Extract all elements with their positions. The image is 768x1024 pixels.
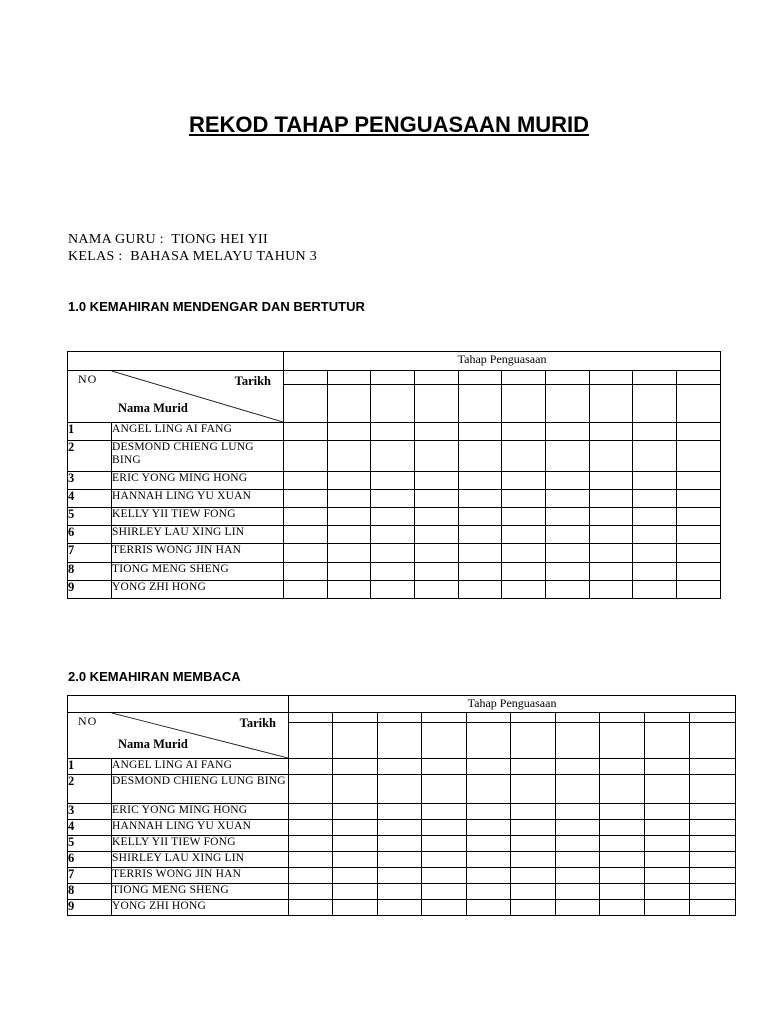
date-cell[interactable] bbox=[378, 713, 422, 723]
mastery-cell[interactable] bbox=[546, 423, 590, 441]
mastery-cell[interactable] bbox=[511, 820, 556, 836]
mastery-cell[interactable] bbox=[422, 775, 467, 804]
mastery-cell[interactable] bbox=[422, 836, 467, 852]
mastery-cell[interactable] bbox=[328, 441, 371, 472]
date-cell[interactable] bbox=[333, 713, 378, 723]
mastery-cell[interactable] bbox=[677, 544, 721, 563]
table-row bbox=[68, 508, 721, 526]
date-cell[interactable] bbox=[690, 713, 736, 723]
mastery-cell[interactable] bbox=[590, 526, 633, 544]
mastery-cell[interactable] bbox=[333, 900, 378, 916]
mastery-cell[interactable] bbox=[422, 759, 467, 775]
mastery-cell[interactable] bbox=[415, 441, 459, 472]
level-cell[interactable] bbox=[371, 385, 415, 423]
mastery-cell[interactable] bbox=[677, 490, 721, 508]
table-row bbox=[68, 759, 736, 775]
mastery-cell[interactable] bbox=[677, 423, 721, 441]
student-name: TIONG MENG SHENG bbox=[112, 884, 289, 900]
student-name: SHIRLEY LAU XING LIN bbox=[112, 852, 289, 868]
mastery-cell[interactable] bbox=[289, 900, 333, 916]
mastery-cell[interactable] bbox=[600, 868, 645, 884]
date-cell[interactable] bbox=[511, 713, 556, 723]
date-cell[interactable] bbox=[289, 713, 333, 723]
mastery-cell[interactable] bbox=[546, 544, 590, 563]
mastery-cell[interactable] bbox=[284, 508, 328, 526]
mastery-cell[interactable] bbox=[690, 820, 736, 836]
mastery-cell[interactable] bbox=[645, 804, 690, 820]
student-name: DESMOND CHIENG LUNG BING bbox=[112, 441, 284, 472]
mastery-cell[interactable] bbox=[677, 508, 721, 526]
mastery-cell[interactable] bbox=[511, 868, 556, 884]
record-table-2 bbox=[67, 695, 736, 916]
date-cell[interactable] bbox=[459, 371, 502, 385]
mastery-cell[interactable] bbox=[415, 472, 459, 490]
mastery-cell[interactable] bbox=[633, 526, 677, 544]
mastery-cell[interactable] bbox=[328, 508, 371, 526]
mastery-cell[interactable] bbox=[645, 836, 690, 852]
row-number: 3 bbox=[68, 472, 112, 490]
teacher-name: TIONG HEI YII bbox=[171, 232, 268, 247]
student-name-header: Nama Murid bbox=[118, 401, 188, 415]
mastery-cell[interactable] bbox=[284, 490, 328, 508]
mastery-cell[interactable] bbox=[502, 526, 546, 544]
mastery-cell[interactable] bbox=[590, 544, 633, 563]
class-name: BAHASA MELAYU TAHUN 3 bbox=[130, 249, 318, 264]
mastery-cell[interactable] bbox=[289, 775, 333, 804]
mastery-cell[interactable] bbox=[546, 490, 590, 508]
mastery-cell[interactable] bbox=[328, 490, 371, 508]
row-number: 3 bbox=[68, 804, 112, 820]
mastery-cell[interactable] bbox=[556, 852, 600, 868]
mastery-cell[interactable] bbox=[289, 759, 333, 775]
mastery-cell[interactable] bbox=[600, 820, 645, 836]
section-title-2: 2.0 KEMAHIRAN MEMBACA bbox=[68, 669, 241, 684]
mastery-cell[interactable] bbox=[511, 852, 556, 868]
level-cell[interactable] bbox=[677, 385, 721, 423]
mastery-cell[interactable] bbox=[378, 820, 422, 836]
teacher-line bbox=[68, 232, 268, 248]
mastery-cell[interactable] bbox=[511, 775, 556, 804]
mastery-cell[interactable] bbox=[633, 490, 677, 508]
row-number: 8 bbox=[68, 563, 112, 581]
date-cell[interactable] bbox=[371, 371, 415, 385]
table-row bbox=[68, 441, 721, 472]
mastery-cell[interactable] bbox=[422, 804, 467, 820]
mastery-cell[interactable] bbox=[459, 581, 502, 599]
date-cell[interactable] bbox=[556, 713, 600, 723]
mastery-cell[interactable] bbox=[546, 526, 590, 544]
table-row bbox=[68, 526, 721, 544]
row-number: 7 bbox=[68, 544, 112, 563]
row-number: 4 bbox=[68, 490, 112, 508]
mastery-cell[interactable] bbox=[415, 581, 459, 599]
mastery-cell[interactable] bbox=[378, 884, 422, 900]
mastery-cell[interactable] bbox=[590, 490, 633, 508]
mastery-cell[interactable] bbox=[645, 900, 690, 916]
row-number: 2 bbox=[68, 775, 112, 804]
mastery-cell[interactable] bbox=[556, 820, 600, 836]
mastery-cell[interactable] bbox=[415, 423, 459, 441]
mastery-cell[interactable] bbox=[690, 884, 736, 900]
section-title-1: 1.0 KEMAHIRAN MENDENGAR DAN BERTUTUR bbox=[68, 299, 365, 314]
header-corner bbox=[68, 352, 284, 371]
student-name: HANNAH LING YU XUAN bbox=[112, 820, 289, 836]
mastery-cell[interactable] bbox=[328, 472, 371, 490]
row-number: 9 bbox=[68, 900, 112, 916]
mastery-cell[interactable] bbox=[378, 852, 422, 868]
mastery-cell[interactable] bbox=[677, 563, 721, 581]
mastery-cell[interactable] bbox=[467, 836, 511, 852]
mastery-cell[interactable] bbox=[590, 581, 633, 599]
mastery-cell[interactable] bbox=[546, 441, 590, 472]
mastery-cell[interactable] bbox=[378, 804, 422, 820]
mastery-cell[interactable] bbox=[546, 472, 590, 490]
table-row bbox=[68, 868, 736, 884]
mastery-cell[interactable] bbox=[415, 526, 459, 544]
mastery-cell[interactable] bbox=[645, 868, 690, 884]
mastery-cell[interactable] bbox=[633, 563, 677, 581]
date-cell[interactable] bbox=[645, 713, 690, 723]
mastery-cell[interactable] bbox=[333, 759, 378, 775]
mastery-cell[interactable] bbox=[284, 423, 328, 441]
mastery-cell[interactable] bbox=[328, 526, 371, 544]
student-name: KELLY YII TIEW FONG bbox=[112, 508, 284, 526]
level-cell[interactable] bbox=[645, 723, 690, 759]
mastery-cell[interactable] bbox=[422, 900, 467, 916]
row-number: 1 bbox=[68, 423, 112, 441]
level-cell[interactable] bbox=[590, 385, 633, 423]
mastery-cell[interactable] bbox=[289, 852, 333, 868]
mastery-cell[interactable] bbox=[467, 804, 511, 820]
date-cell[interactable] bbox=[328, 371, 371, 385]
student-name: DESMOND CHIENG LUNG BING bbox=[112, 775, 289, 804]
mastery-cell[interactable] bbox=[415, 544, 459, 563]
mastery-cell[interactable] bbox=[633, 441, 677, 472]
mastery-cell[interactable] bbox=[284, 563, 328, 581]
student-name: TIONG MENG SHENG bbox=[112, 563, 284, 581]
mastery-cell[interactable] bbox=[371, 423, 415, 441]
mastery-cell[interactable] bbox=[633, 508, 677, 526]
row-number: 2 bbox=[68, 441, 112, 472]
student-name: KELLY YII TIEW FONG bbox=[112, 836, 289, 852]
student-name: HANNAH LING YU XUAN bbox=[112, 490, 284, 508]
mastery-cell[interactable] bbox=[633, 423, 677, 441]
table-row bbox=[68, 544, 721, 563]
mastery-cell[interactable] bbox=[645, 759, 690, 775]
mastery-cell[interactable] bbox=[378, 868, 422, 884]
mastery-cell[interactable] bbox=[378, 775, 422, 804]
date-header: Tarikh bbox=[234, 374, 271, 388]
mastery-cell[interactable] bbox=[289, 868, 333, 884]
mastery-cell[interactable] bbox=[690, 775, 736, 804]
mastery-cell[interactable] bbox=[415, 490, 459, 508]
mastery-cell[interactable] bbox=[284, 441, 328, 472]
row-number: 6 bbox=[68, 852, 112, 868]
date-cell[interactable] bbox=[422, 713, 467, 723]
table-row bbox=[68, 852, 736, 868]
mastery-cell[interactable] bbox=[415, 508, 459, 526]
mastery-cell[interactable] bbox=[371, 490, 415, 508]
mastery-cell[interactable] bbox=[289, 804, 333, 820]
mastery-cell[interactable] bbox=[289, 884, 333, 900]
mastery-cell[interactable] bbox=[378, 759, 422, 775]
mastery-cell[interactable] bbox=[422, 820, 467, 836]
tahap-header: Tahap Penguasaan bbox=[289, 696, 736, 713]
mastery-cell[interactable] bbox=[467, 884, 511, 900]
mastery-cell[interactable] bbox=[600, 759, 645, 775]
mastery-cell[interactable] bbox=[459, 490, 502, 508]
mastery-cell[interactable] bbox=[645, 852, 690, 868]
mastery-cell[interactable] bbox=[422, 852, 467, 868]
mastery-cell[interactable] bbox=[333, 868, 378, 884]
mastery-cell[interactable] bbox=[459, 472, 502, 490]
mastery-cell[interactable] bbox=[422, 868, 467, 884]
date-cell[interactable] bbox=[600, 713, 645, 723]
mastery-cell[interactable] bbox=[415, 563, 459, 581]
mastery-cell[interactable] bbox=[459, 441, 502, 472]
mastery-cell[interactable] bbox=[502, 472, 546, 490]
mastery-cell[interactable] bbox=[333, 836, 378, 852]
mastery-cell[interactable] bbox=[511, 900, 556, 916]
mastery-cell[interactable] bbox=[459, 508, 502, 526]
mastery-cell[interactable] bbox=[600, 836, 645, 852]
mastery-cell[interactable] bbox=[677, 581, 721, 599]
level-cell[interactable] bbox=[333, 723, 378, 759]
row-number: 1 bbox=[68, 759, 112, 775]
mastery-cell[interactable] bbox=[600, 852, 645, 868]
level-cell[interactable] bbox=[289, 723, 333, 759]
date-header: Tarikh bbox=[239, 716, 276, 730]
mastery-cell[interactable] bbox=[556, 804, 600, 820]
mastery-cell[interactable] bbox=[690, 868, 736, 884]
mastery-cell[interactable] bbox=[328, 544, 371, 563]
mastery-cell[interactable] bbox=[459, 526, 502, 544]
mastery-cell[interactable] bbox=[371, 581, 415, 599]
table-row bbox=[68, 884, 736, 900]
mastery-cell[interactable] bbox=[284, 472, 328, 490]
no-name-header bbox=[68, 713, 289, 759]
date-cell[interactable] bbox=[546, 371, 590, 385]
level-cell[interactable] bbox=[546, 385, 590, 423]
mastery-cell[interactable] bbox=[677, 526, 721, 544]
teacher-label: NAMA GURU : bbox=[68, 232, 164, 247]
mastery-cell[interactable] bbox=[645, 884, 690, 900]
date-cell[interactable] bbox=[590, 371, 633, 385]
page-title: REKOD TAHAP PENGUASAAN MURID bbox=[188, 112, 590, 137]
mastery-cell[interactable] bbox=[633, 472, 677, 490]
mastery-cell[interactable] bbox=[284, 526, 328, 544]
tahap-header: Tahap Penguasaan bbox=[284, 352, 721, 371]
mastery-cell[interactable] bbox=[645, 775, 690, 804]
mastery-cell[interactable] bbox=[378, 836, 422, 852]
mastery-cell[interactable] bbox=[378, 900, 422, 916]
mastery-cell[interactable] bbox=[467, 868, 511, 884]
level-cell[interactable] bbox=[415, 385, 459, 423]
mastery-cell[interactable] bbox=[590, 423, 633, 441]
table-row bbox=[68, 581, 721, 599]
mastery-cell[interactable] bbox=[677, 441, 721, 472]
mastery-cell[interactable] bbox=[633, 544, 677, 563]
mastery-cell[interactable] bbox=[328, 563, 371, 581]
mastery-cell[interactable] bbox=[459, 563, 502, 581]
class-line bbox=[68, 249, 317, 265]
table-row bbox=[68, 490, 721, 508]
mastery-cell[interactable] bbox=[371, 508, 415, 526]
mastery-cell[interactable] bbox=[556, 836, 600, 852]
no-name-header bbox=[68, 371, 284, 423]
mastery-cell[interactable] bbox=[556, 759, 600, 775]
mastery-cell[interactable] bbox=[590, 563, 633, 581]
table-row bbox=[68, 804, 736, 820]
table-row bbox=[68, 900, 736, 916]
mastery-cell[interactable] bbox=[284, 581, 328, 599]
mastery-cell[interactable] bbox=[502, 581, 546, 599]
mastery-cell[interactable] bbox=[600, 884, 645, 900]
mastery-cell[interactable] bbox=[328, 423, 371, 441]
row-number: 4 bbox=[68, 820, 112, 836]
level-cell[interactable] bbox=[690, 723, 736, 759]
level-cell[interactable] bbox=[459, 385, 502, 423]
mastery-cell[interactable] bbox=[502, 441, 546, 472]
mastery-cell[interactable] bbox=[502, 563, 546, 581]
level-cell[interactable] bbox=[633, 385, 677, 423]
level-cell[interactable] bbox=[284, 385, 328, 423]
mastery-cell[interactable] bbox=[371, 544, 415, 563]
mastery-cell[interactable] bbox=[690, 804, 736, 820]
date-cell[interactable] bbox=[677, 371, 721, 385]
mastery-cell[interactable] bbox=[289, 820, 333, 836]
mastery-cell[interactable] bbox=[289, 836, 333, 852]
header-corner bbox=[68, 696, 289, 713]
mastery-cell[interactable] bbox=[467, 759, 511, 775]
mastery-cell[interactable] bbox=[467, 820, 511, 836]
mastery-cell[interactable] bbox=[502, 423, 546, 441]
mastery-cell[interactable] bbox=[511, 884, 556, 900]
table-row bbox=[68, 472, 721, 490]
date-cell[interactable] bbox=[467, 713, 511, 723]
mastery-cell[interactable] bbox=[590, 508, 633, 526]
mastery-cell[interactable] bbox=[333, 884, 378, 900]
table-row bbox=[68, 563, 721, 581]
mastery-cell[interactable] bbox=[677, 472, 721, 490]
level-cell[interactable] bbox=[502, 385, 546, 423]
row-number: 6 bbox=[68, 526, 112, 544]
row-number: 5 bbox=[68, 836, 112, 852]
mastery-cell[interactable] bbox=[333, 804, 378, 820]
level-cell[interactable] bbox=[600, 723, 645, 759]
mastery-cell[interactable] bbox=[333, 820, 378, 836]
student-name: ERIC YONG MING HONG bbox=[112, 472, 284, 490]
mastery-cell[interactable] bbox=[333, 775, 378, 804]
date-cell[interactable] bbox=[502, 371, 546, 385]
student-name: ANGEL LING AI FANG bbox=[112, 423, 284, 441]
no-header: NO bbox=[78, 714, 98, 728]
mastery-cell[interactable] bbox=[546, 581, 590, 599]
mastery-cell[interactable] bbox=[371, 526, 415, 544]
mastery-cell[interactable] bbox=[590, 472, 633, 490]
no-header: NO bbox=[78, 372, 98, 386]
mastery-cell[interactable] bbox=[284, 544, 328, 563]
mastery-cell[interactable] bbox=[371, 472, 415, 490]
mastery-cell[interactable] bbox=[511, 804, 556, 820]
table-row bbox=[68, 423, 721, 441]
mastery-cell[interactable] bbox=[511, 759, 556, 775]
mastery-cell[interactable] bbox=[690, 900, 736, 916]
student-name: ERIC YONG MING HONG bbox=[112, 804, 289, 820]
mastery-cell[interactable] bbox=[422, 884, 467, 900]
mastery-cell[interactable] bbox=[645, 820, 690, 836]
mastery-cell[interactable] bbox=[333, 852, 378, 868]
student-name: TERRIS WONG JIN HAN bbox=[112, 868, 289, 884]
row-number: 9 bbox=[68, 581, 112, 599]
row-number: 5 bbox=[68, 508, 112, 526]
mastery-cell[interactable] bbox=[600, 900, 645, 916]
mastery-cell[interactable] bbox=[502, 508, 546, 526]
level-cell[interactable] bbox=[328, 385, 371, 423]
level-cell[interactable] bbox=[511, 723, 556, 759]
student-name: YONG ZHI HONG bbox=[112, 900, 289, 916]
date-cell[interactable] bbox=[284, 371, 328, 385]
mastery-cell[interactable] bbox=[690, 852, 736, 868]
mastery-cell[interactable] bbox=[371, 563, 415, 581]
mastery-cell[interactable] bbox=[556, 884, 600, 900]
mastery-cell[interactable] bbox=[467, 775, 511, 804]
mastery-cell[interactable] bbox=[556, 775, 600, 804]
class-label: KELAS : bbox=[68, 249, 123, 264]
row-number: 8 bbox=[68, 884, 112, 900]
level-cell[interactable] bbox=[556, 723, 600, 759]
table-row bbox=[68, 775, 736, 804]
mastery-cell[interactable] bbox=[502, 544, 546, 563]
student-name-header: Nama Murid bbox=[118, 737, 188, 751]
level-cell[interactable] bbox=[378, 723, 422, 759]
mastery-cell[interactable] bbox=[546, 563, 590, 581]
mastery-cell[interactable] bbox=[371, 441, 415, 472]
mastery-cell[interactable] bbox=[511, 836, 556, 852]
mastery-cell[interactable] bbox=[556, 868, 600, 884]
mastery-cell[interactable] bbox=[467, 852, 511, 868]
mastery-cell[interactable] bbox=[600, 775, 645, 804]
record-table-1 bbox=[67, 351, 721, 599]
student-name: SHIRLEY LAU XING LIN bbox=[112, 526, 284, 544]
mastery-cell[interactable] bbox=[690, 836, 736, 852]
row-number: 7 bbox=[68, 868, 112, 884]
mastery-cell[interactable] bbox=[459, 423, 502, 441]
student-name: TERRIS WONG JIN HAN bbox=[112, 544, 284, 563]
mastery-cell[interactable] bbox=[546, 508, 590, 526]
level-cell[interactable] bbox=[422, 723, 467, 759]
table-row bbox=[68, 820, 736, 836]
level-cell[interactable] bbox=[467, 723, 511, 759]
table-row bbox=[68, 836, 736, 852]
date-cell[interactable] bbox=[633, 371, 677, 385]
mastery-cell[interactable] bbox=[600, 804, 645, 820]
date-cell[interactable] bbox=[415, 371, 459, 385]
mastery-cell[interactable] bbox=[459, 544, 502, 563]
student-name: ANGEL LING AI FANG bbox=[112, 759, 289, 775]
mastery-cell[interactable] bbox=[502, 490, 546, 508]
mastery-cell[interactable] bbox=[690, 759, 736, 775]
mastery-cell[interactable] bbox=[590, 441, 633, 472]
student-name: YONG ZHI HONG bbox=[112, 581, 284, 599]
mastery-cell[interactable] bbox=[328, 581, 371, 599]
mastery-cell[interactable] bbox=[467, 900, 511, 916]
mastery-cell[interactable] bbox=[633, 581, 677, 599]
mastery-cell[interactable] bbox=[556, 900, 600, 916]
